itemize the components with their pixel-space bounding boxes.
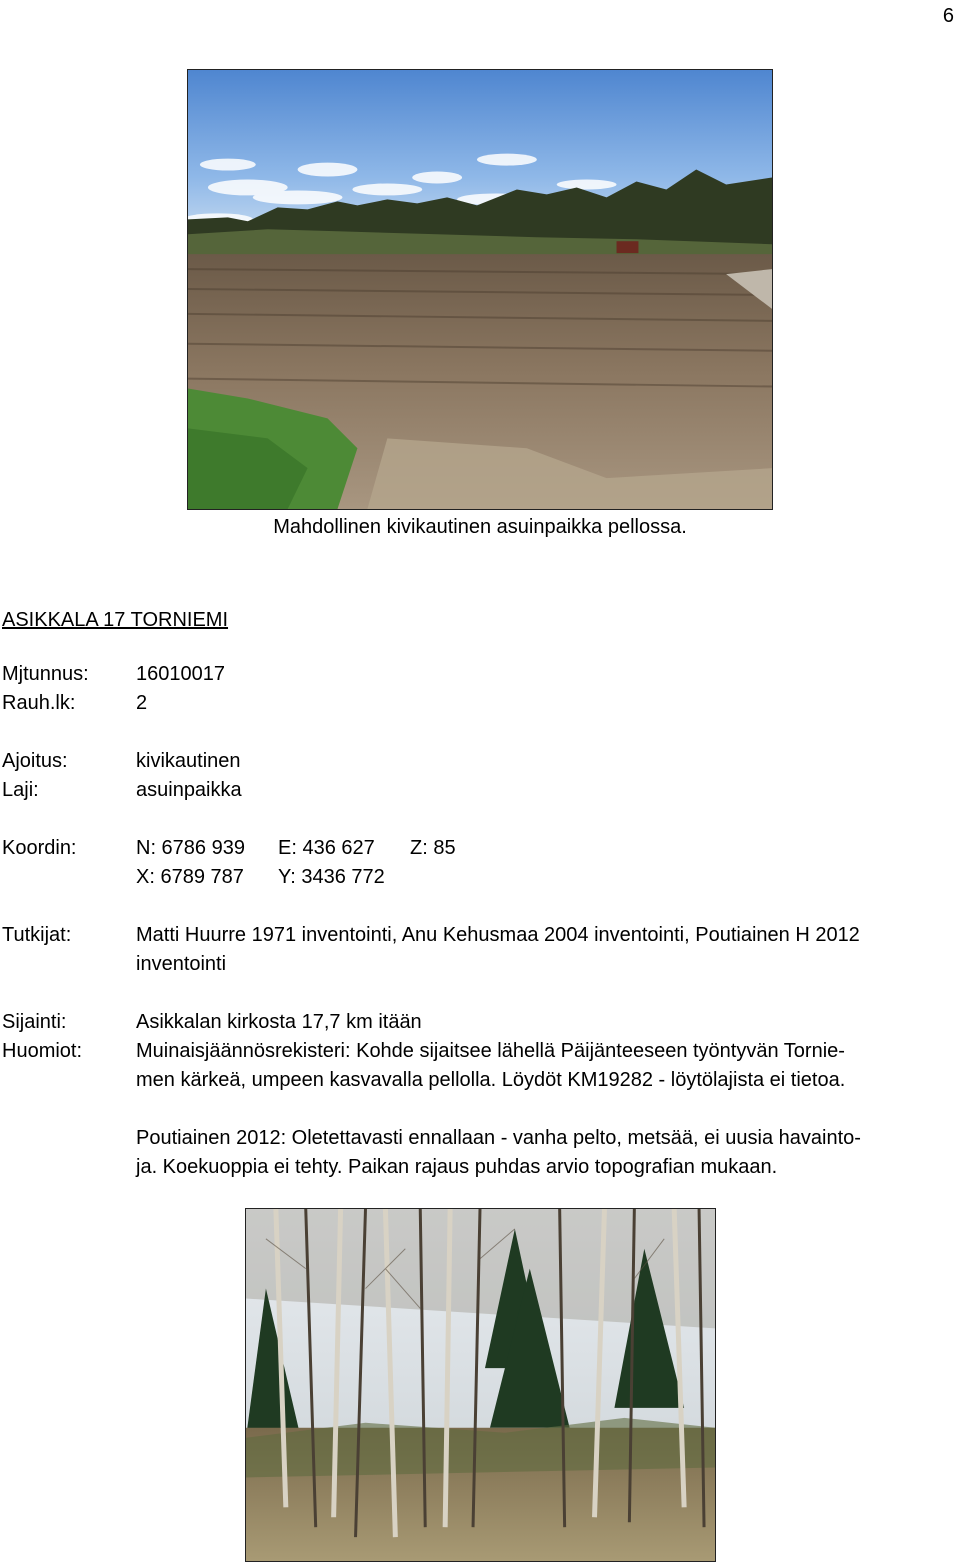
huomiot-line-2: men kärkeä, umpeen kasvavalla pellolla. Löydöt KM19282 - löytölajista ei tietoa. xyxy=(136,1069,846,1091)
huomiot-label: Huomiot: xyxy=(2,1040,83,1062)
field-photo xyxy=(187,69,773,510)
tutkijat-line-2: inventointi xyxy=(136,953,227,975)
page-number: 6 xyxy=(942,5,954,27)
coord-n: N: 6786 939 xyxy=(136,837,245,859)
huomiot-line-1: Muinaisjäännösrekisteri: Kohde sijaitsee lähellä Päijänteeseen työntyvän Tornie- xyxy=(136,1040,845,1062)
ajoitus-label: Ajoitus: xyxy=(2,750,68,772)
coord-y: Y: 3436 772 xyxy=(278,866,385,888)
tutkijat-line-1: Matti Huurre 1971 inventointi, Anu Kehusmaa 2004 inventointi, Poutiainen H 2012 xyxy=(136,924,860,946)
forest-photo xyxy=(245,1208,716,1562)
coord-z: Z: 85 xyxy=(410,837,456,859)
mjtunnus-value: 16010017 xyxy=(136,663,225,685)
laji-label: Laji: xyxy=(2,779,39,801)
site-title: ASIKKALA 17 TORNIEMI xyxy=(2,609,229,631)
tutkijat-label: Tutkijat: xyxy=(2,924,72,946)
sijainti-value: Asikkalan kirkosta 17,7 km itään xyxy=(136,1011,422,1033)
poutiainen-line-2: ja. Koekuoppia ei tehty. Paikan rajaus puhdas arvio topografian mukaan. xyxy=(136,1156,778,1178)
poutiainen-line-1: Poutiainen 2012: Oletettavasti ennallaan - vanha pelto, metsää, ei uusia havainto- xyxy=(136,1127,861,1149)
mjtunnus-label: Mjtunnus: xyxy=(2,663,89,685)
rauhlk-value: 2 xyxy=(136,692,148,714)
koordin-label: Koordin: xyxy=(2,837,77,859)
coord-e: E: 436 627 xyxy=(278,837,375,859)
laji-value: asuinpaikka xyxy=(136,779,242,801)
ajoitus-value: kivikautinen xyxy=(136,750,241,772)
coord-x: X: 6789 787 xyxy=(136,866,244,888)
field-photo-caption: Mahdollinen kivikautinen asuinpaikka pellossa. xyxy=(273,516,687,538)
sijainti-label: Sijainti: xyxy=(2,1011,67,1033)
rauhlk-label: Rauh.lk: xyxy=(2,692,76,714)
